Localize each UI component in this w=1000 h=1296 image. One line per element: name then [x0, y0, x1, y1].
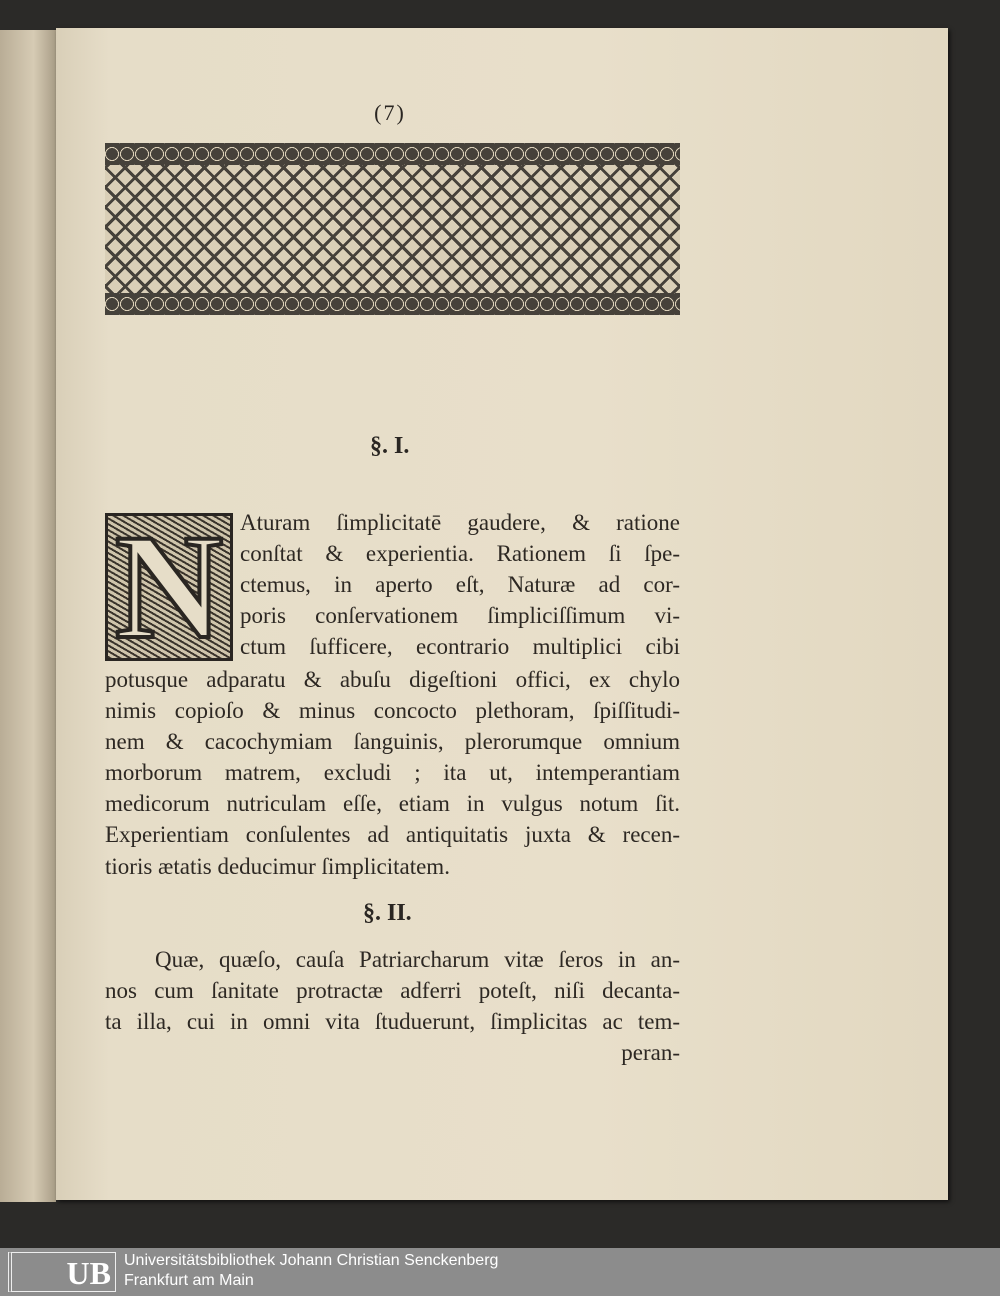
ornament-bottom-border	[105, 293, 680, 315]
text-line: Experientiam conſulentes ad antiquitatis juxta & recen-	[105, 822, 680, 847]
text-line: potusque adparatu & abuſu digeſtioni offici, ex chylo	[105, 667, 680, 692]
decorated-initial: N	[105, 513, 233, 661]
ornament-top-border	[105, 143, 680, 165]
text-line: tioris ætatis deducimur ſimplicitatem.	[105, 854, 450, 879]
facing-page-edge	[0, 30, 56, 1202]
text-line: ta illa, cui in omni vita ſtuduerunt, ſimplicitas ac tem-	[105, 1009, 680, 1034]
decorative-ornament-band	[105, 143, 680, 315]
text-line: nos cum ſanitate protractæ adferri poteſt, niſi decanta-	[105, 978, 680, 1003]
ub-logo: UB	[8, 1252, 116, 1292]
text-line: morborum matrem, excludi ; ita ut, intemperantiam	[105, 760, 680, 785]
page-number-header: (7)	[374, 100, 406, 125]
library-footer	[0, 1248, 1000, 1296]
library-name: Universitätsbibliothek Johann Christian Senckenberg	[124, 1252, 499, 1269]
text-line: ctemus, in aperto eſt, Naturæ ad cor-	[240, 572, 680, 597]
text-line: nimis copioſo & minus concocto plethoram, ſpiſſitudi-	[105, 698, 680, 723]
text-line: Aturam ſimplicitatē gaudere, & ratione	[240, 510, 680, 535]
text-line: nem & cacochymiam ſanguinis, plerorumque omnium	[105, 729, 680, 754]
text-line: conſtat & experientia. Rationem ſi ſpe-	[240, 541, 680, 566]
section-2-heading: §. II.	[363, 900, 412, 926]
text-line: poris conſervationem ſimpliciſſimum vi-	[240, 603, 680, 628]
catchword: peran-	[621, 1040, 680, 1065]
section-1-heading: §. I.	[370, 433, 410, 459]
text-line: ctum ſufficere, econtrario multiplici cibi	[240, 634, 680, 659]
library-city: Frankfurt am Main	[124, 1272, 254, 1289]
text-line: Quæ, quæſo, cauſa Patriarcharum vitæ ſeros in an-	[155, 947, 680, 972]
text-line: medicorum nutriculam eſſe, etiam in vulgus notum ſit.	[105, 791, 680, 816]
